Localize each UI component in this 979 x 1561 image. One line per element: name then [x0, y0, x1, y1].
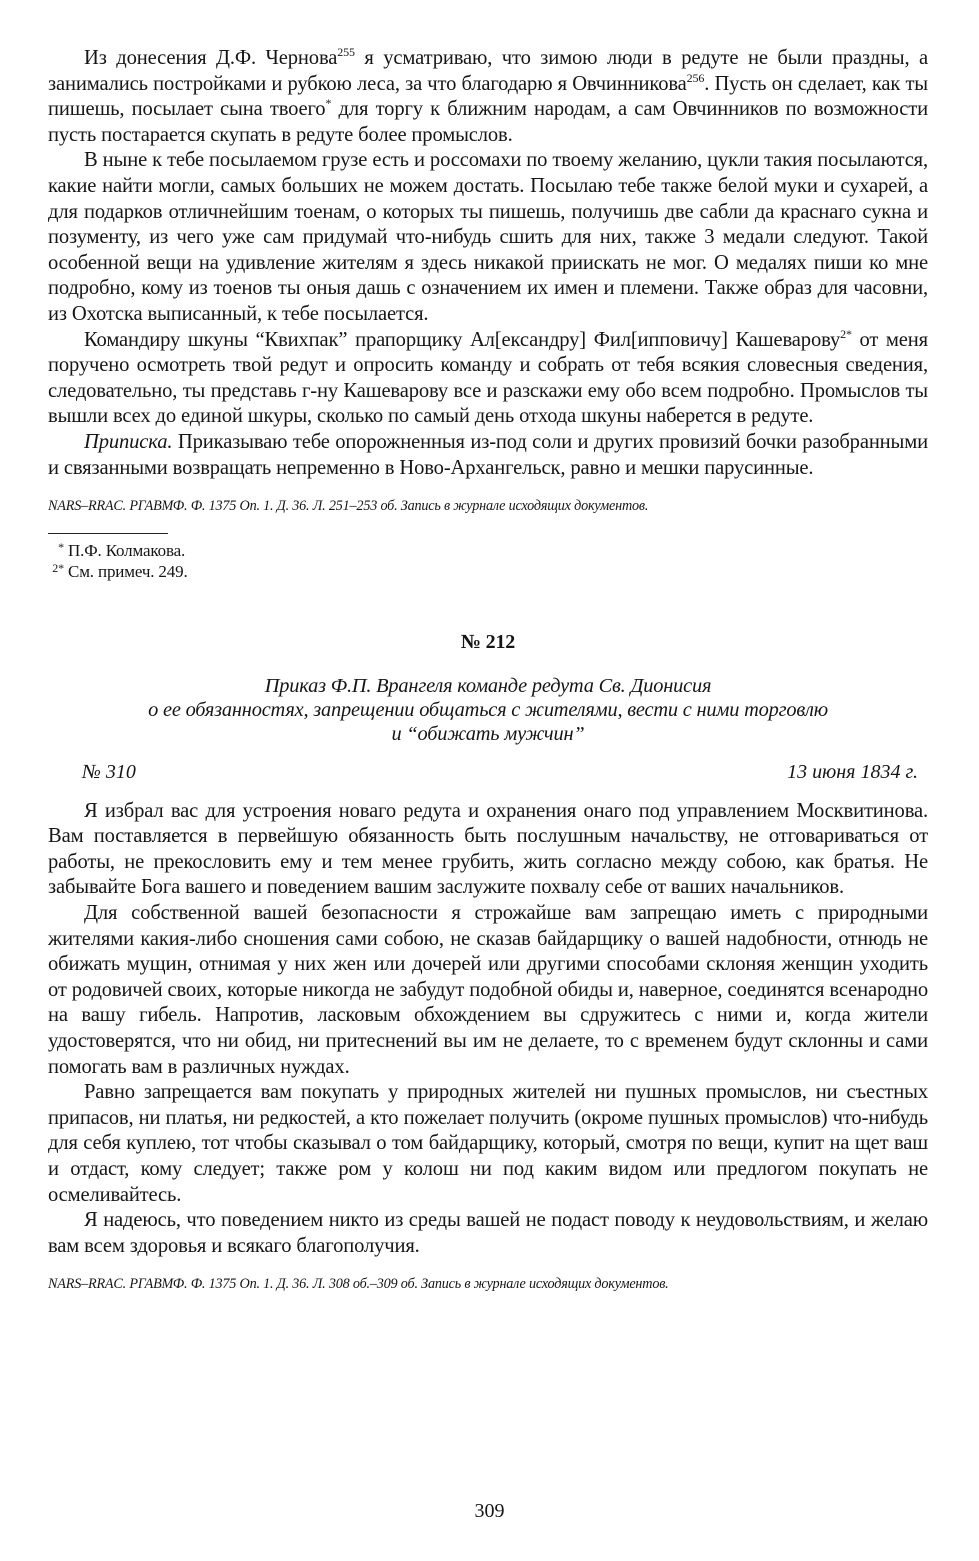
paragraph-postscript: [48, 430, 928, 481]
paragraph-safety: Для собственной вашей безопасности я строжайше вам запрещаю иметь с природными жителями какия-либо сношения сами собою, не сказав байдарщику о вашей надобности, отнюдь не обижать мущин, отнимая у них жен или дочерей или другими способами склоняя женщин уходить от родовичей своих, которые никогда не забудут подобной обиды и, наверное, соединятся всенародно на вашу гибель. Напротив, ласковым обхождением вы сдружитесь с ними и, когда жители удостоверятся, что ни обид, ни притеснений вы им не делаете, то с временем будут склонны и сами помогать вам в различных нуждах.: [48, 902, 928, 1078]
footnote-ref-2star: 2*: [840, 326, 852, 341]
footnote-text: П.Ф. Колмакова.: [68, 541, 186, 561]
archive-source-2: NARS–RRAC. РГАВМФ. Ф. 1375 Оп. 1. Д. 36. Л. 308 об.–309 об. Запись в журнале исходящих документов.: [48, 1276, 669, 1293]
text-run: Командиру шкуны “Квихпак” прапорщику Ал[ександру] Фил[ипповичу] Кашеварову: [84, 328, 841, 351]
title-line: Приказ Ф.П. Врангеля команде редута Св. Дионисия: [264, 674, 712, 697]
footnote-ref-star: *: [325, 96, 332, 111]
postscript-label: Приписка.: [84, 430, 173, 453]
text-run: Из донесения Д.Ф. Чернова: [84, 47, 338, 69]
page-number: 309: [474, 1500, 505, 1522]
document-meta: [48, 760, 928, 785]
document-page: [48, 46, 928, 1293]
footnote-2: 2* См. примеч. 249.: [52, 561, 188, 582]
title-line: и “обижать мужчин”: [391, 722, 585, 745]
footnote-divider: [48, 533, 168, 534]
text-run: . Пусть он сделает, как ты пишешь, посылает сына твоего: [48, 72, 928, 121]
document-date: 13 июня 1834 г.: [787, 760, 918, 783]
order-number: № 310: [82, 760, 136, 783]
text-run: я усматриваю, что зимою люди в редуте не были праздны, а занимались постройками и рубкою леса, за что благодарю я Овчинникова: [48, 47, 928, 95]
paragraph-trade-ban: Равно запрещается вам покупать у природных жителей ни пушных промыслов, ни съестных припасов, ни платья, ни редкостей, а кто пожелает получить (окроме пушных промыслов) что-нибудь для себя куплею, тот чтобы сказывал о том байдарщику, который, смотря по вещи, купит на щет ваш и отдаст, кому следует; также ром у колош ни под каким видом или предлогом покупать не осмеливайтесь.: [48, 1081, 928, 1206]
footnote-1: * П.Ф. Колмакова.: [58, 540, 186, 561]
title-line: о ее обязанностях, запрещении общаться с жителями, вести с ними торговлю: [148, 698, 828, 721]
endnote-ref-255: 255: [337, 45, 355, 59]
paragraph-kashevarov: [48, 328, 928, 430]
archive-source-1: NARS–RRAC. РГАВМФ. Ф. 1375 Оп. 1. Д. 36. Л. 251–253 об. Запись в журнале исходящих документов.: [48, 498, 649, 515]
endnote-ref-256: 256: [686, 70, 705, 85]
document-number: № 212: [460, 631, 516, 654]
paragraph-chernov-report: [48, 46, 928, 148]
text-run: Приказываю тебе опорожненныя из-под соли и других провизий бочки разобранными и связанными возвращать непременно в Ново-Архангельск, равно и мешки парусинные.: [48, 430, 928, 479]
text-run: от меня поручено осмотреть твой редут и опросить команду и собрать от тебя всякия словесныя сведения, следовательно, ты представь г-ну Кашеварову все и разскажи ему обо всем подробно. Промыслов ты вышли всех до единой шкуры, сколько по самый день отхода шкуны наберется в редуте.: [48, 328, 928, 428]
text-run: для торгу к ближним народам, а сам Овчинников по возможности пусть постарается скупать в редуте более промыслов.: [48, 98, 928, 146]
paragraph-duties: Я избрал вас для устроения новаго редута и охранения онаго под управлением Москвитинова. Вам поставляется в первейшую обязанность быть послушным начальству, не отговариваться от работы, не прекословить ему и тем менее грубить, жить согласно между собою, как братья. Не забывайте Бога вашего и поведением вашим заслужите похвалу себе от ваших начальников.: [48, 799, 928, 899]
paragraph-cargo: В ныне к тебе посылаемом грузе есть и россомахи по твоему желанию, цукли такия посылаются, какие найти могли, самых больших не можем достать. Посылаю тебе также белой муки и сухарей, а для подарков отличнейшим тоенам, о которых ты пишешь, получишь две сабли да краснаго сукна и позументу, из чего уже сам придумай что-нибудь сшить для них, также 3 медали следуют. Такой особенной вещи на удивление жителям я здесь никакой приискать не мог. О медалях пиши ко мне подробно, кому из тоенов ты оныя дашь с означением их имен и племени. Также образ для часовни, из Охотска выписанный, к тебе посылается.: [48, 149, 928, 325]
paragraph-closing: Я надеюсь, что поведением никто из среды вашей не подаст поводу к неудовольствиям, и желаю вам всем здоровья и всякаго благополучия.: [48, 1209, 928, 1257]
footnote-text: См. примеч. 249.: [68, 562, 188, 582]
document-title: [48, 674, 928, 746]
